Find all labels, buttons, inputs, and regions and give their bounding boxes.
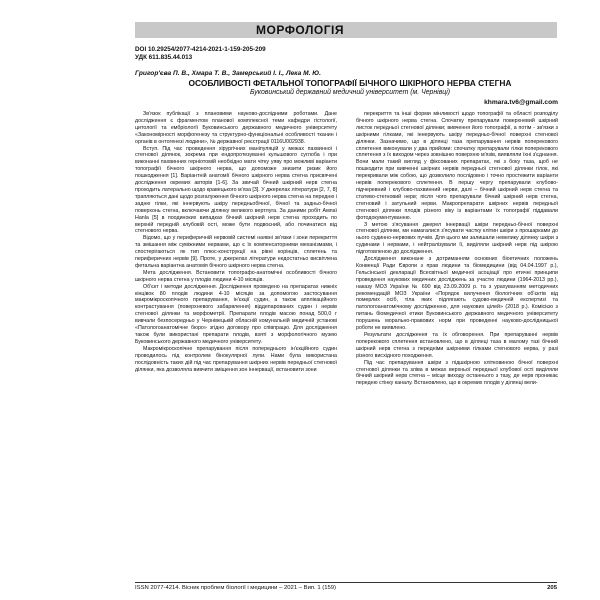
text-column-left	[135, 111, 337, 373]
paragraph: Під час препарування шкіри з підшкірною клітковиною бічної поверхні стегнової ділянки та зліва в межах верхньої передньої клубової ості виділяли бічний шкірний нерв стегна – місце виходу останнього з тазу, де нерв проникає передню стінку каналу. Встановлено, що в окремих плодів у ділянці вели-	[356, 359, 558, 387]
paragraph: Вступ. Під час проведення хірургічних маніпуляцій у межах пахвинної і стегнової ділянок, зокрема при ендопротезуванні кульшового суглоба і при виконанні пахвинних герніотомій необхідно мати чітку уяву про можливі варіанти топографії бічного шкірного нерва, що допоможе знизити ризик його пошкодження [1]. Варіантній анатомії бічного шкірного нерва стегна присвячені дослідження окремих авторів [1-6]. За звичай бічний шкірний нерв стегна проходить латерально щодо кравецького м'яза [3]. У джерелах літератури [2, 7, 8] трапляються дані щодо розгалуження бічного шкірного нерва стегна на передню і задню гілки, які іннервують шкіру передньобічної, бічної та задньо-бічної поверхонь стегна, включаючи ділянку великого вертлуга. За даними робіт Ампаї Наnla [5] в поодиноких випадках бічний шкірний нерв стегна проходить по верхній передній клубовій ості, може бути подвоєний, або починатися від стегнового нерва.	[135, 145, 338, 235]
paragraph: Результати дослідження та їх обговорення. При препаруванні нервів поперекового сплетення встановлено, що в ділянці таза в малому тазі бічний шкірний нерв стегна з передніми шкірними гілками стегнового нерва, у разі різного висхідного походження.	[356, 332, 558, 359]
paragraph: Макромікроскопічне препарування після попереднього ін'єкційного судин проводилось під контролем бінокулярної лупи. Нами була використана послідовність таких дій під час препарування шкірних нервів передньої стегнової ділянки, яка дозволяла вивчити зміщення зон іннервації, встановити зони	[135, 345, 337, 373]
udc-line: УДК 611.835.44.013	[135, 54, 193, 61]
contact-email: khmara.tv6@gmail.com	[484, 99, 558, 106]
paragraph: Мета дослідження. Встановити топографо-анатомічні особливості бічного шкірного нерва стегна у плодів людини 4-10 місяців.	[135, 269, 337, 283]
paragraph: Зв'язок публікації з плановими науково-дослідними роботами. Дане дослідження є фрагментом планової комплексної теми кафедри гістології, цитології та ембріології Буковинського державного медичного університету «Закономірності морфогенезу та структурно-функціональні особливості тканин і органів в онтогенезі людини», № державної реєстрації 0116U002938.	[135, 111, 337, 145]
article-meta	[135, 46, 266, 62]
paragraph: З метою з'ясування джерел іннервації шкіри передньо-бічної поверхні стегнової ділянки, ми намагалися з'ясувати частку клітин шкіри з прошарками до нього судинно-нервових пучків. Для цього ми залишали невелику ділянку шкіри з судинами і нервами, і нейтралізували її, виділяли шкірний нерв під шкірою підготовленою до дослідження.	[356, 221, 558, 256]
footer-rule	[135, 582, 557, 583]
paragraph: Дослідження виконане з дотриманням основних біоетичних положень Конвенції Ради Європи з прав людини та біомедицини (від 04.04.1997 р.), Гельсінської декларації Всесвітньої медичної асоціації про етичні принципи проведення наукових медичних досліджень за участю людини (1964-2013 рр.), наказу МОЗ України № 690 від 23.09.2009 р. та з урахуванням методичних рекомендацій МОЗ України «Порядок вилучення біологічних об'єктів від померлих осіб, тіла яких підлягають судово-медичній експертизі та патологоанатомічному дослідженню, для наукових цілей» (2018 р.). Комісією з питань біомедичної етики Буковинського державного медичного університету порушень морально-правових норм при проведенні науково-дослідницької роботи не виявлено.	[356, 256, 558, 332]
doi-line: DOI 10.29254/2077-4214-2021-1-159-205-209	[135, 46, 266, 53]
paragraph: Відомо, що у периферичній нервовій системі наявні зв'язки і зони перекриття та змішання між суміжними нервами, що є їх компенсаторними механізмами, і спостерігаються як тип плюс-конструкції на рівні корінців, сплетень та периферичних нервів [9]. Проте, у джерелах літератури недостатньо висвітлена фетальна варіантна анатомія бічного шкірного нерва стегна.	[135, 235, 337, 269]
journal-citation: ISSN 2077-4214. Вісник проблем біології і медицини – 2021 – Вип. 1 (159)	[135, 585, 336, 591]
page-number: 205	[547, 585, 557, 591]
text-column-right	[356, 111, 558, 387]
article-affiliation: Буковинський державний медичний університет (м. Чернівці)	[249, 89, 451, 96]
paragraph: перекриття та інші форми мінливості щодо топографії та області розподілу бічного шкірного нерва стегна. Спочатку препарували поверхневий шкірний листок передньої стегнової ділянки; вивчення його топографії, а потім - зв'язки з шкірними гілками, які іннервують шкіру передньо-бічної поверхні стегнової ділянки. Зазначимо, що в ділянці таза препарування нервів поперекового сплетення виконували у два прийоми: спочатку препарували гілки поперекового сплетення з їх виходом через зовнішню поверхню м'язів, виявляли їхні з'єднання. Вони мали такий вигляд у фіксованих препаратах, які з боку таза, щоб не пошкодити при вивченні шкірних нервів передньої стегнової ділянки гілок, які перекривали між собою, що дозволило послідовно і точно простежити варіанти нервів поперекового сплетення. В першу чергу препарували клубово-підчеревний і клубово-пахвинний нерви, далі – бічний шкірний нерв стегна та статево-стегновий нерв; після чого препарували бічний шкірний нерв стегна, стегновий і затульний нерви. Макропрепарати шкірних нервів передньої стегнової ділянки плодів різного віку із варіантами їх топографії піддавали фотодокументуванню.	[356, 111, 558, 221]
section-title: МОРФОЛОГІЯ	[256, 23, 344, 37]
article-title: ОСОБЛИВОСТІ ФЕТАЛЬНОЇ ТОПОГРАФІЇ БІЧНОГО ШКІРНОГО НЕРВА СТЕГНА	[188, 78, 512, 88]
paragraph: Об'єкт і методи дослідження. Дослідження проведено на препаратах нижніх кінцівок 80 плодів людини 4-10 місяців за допомогою застосування макромікроскопічного препарування, ін'єкції судин, а також апплікаційного контрастування (поверхневого забарвлення) віддепарованих судин і нервів стегнової ділянки та морфометрії. Препарати плодів масою понад 500,0 г вивчали безпосередньо у Чернівецькій обласній комунальній медичній установі «Патологоанатомічне бюро» згідно договору про співпрацю. Для дослідження також були використані препарати плодів, взяті з морфологічного музею Буковинського державного медичного університету.	[135, 283, 337, 345]
article-authors: Григор'єва П. В., Хмара Т. В., Замерський І. І., Лека М. Ю.	[135, 70, 321, 77]
